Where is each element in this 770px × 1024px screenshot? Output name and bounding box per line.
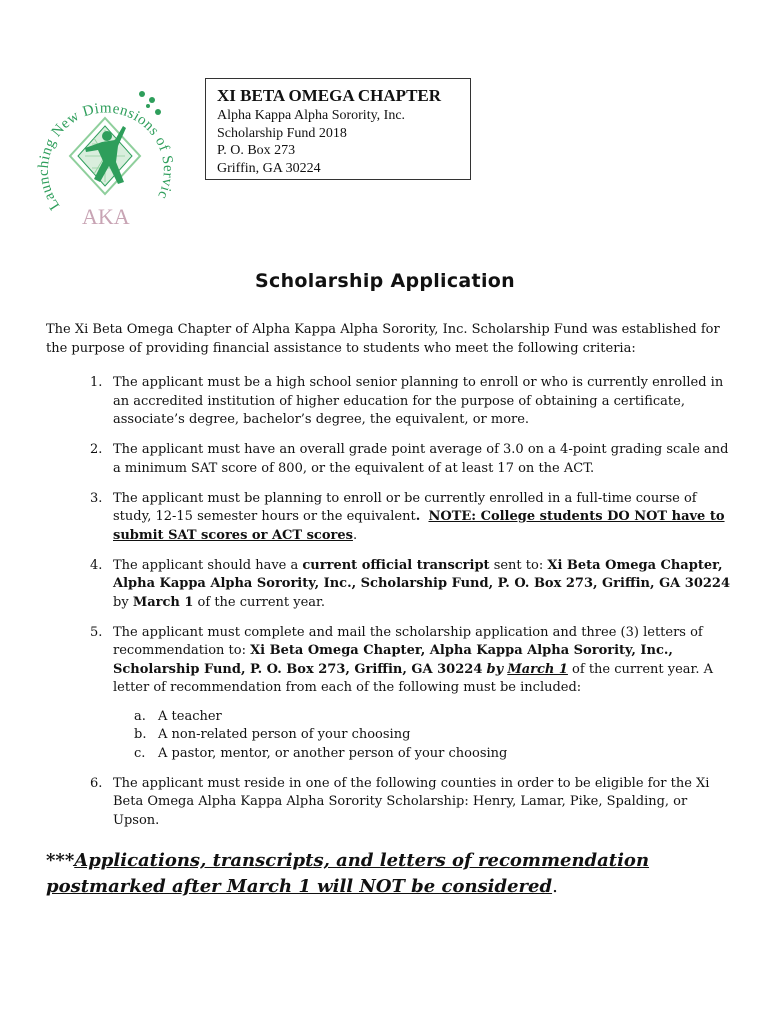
address-line-fund: Scholarship Fund 2018 bbox=[217, 125, 347, 141]
logo-arc-text: Launching New Dimensions of Servic bbox=[35, 100, 176, 213]
criterion-text: The applicant must reside in one of the following counties in order to be eligible for the Xi Beta Omega Alpha Kappa Alpha Sorority Scholarship: Henry, Lamar, Pike, Spalding, or Upson. bbox=[113, 775, 710, 828]
criterion-text: The applicant must complete and mail the scholarship application and three (3) letters of recommendation to: bbox=[113, 624, 703, 658]
criterion-period: . bbox=[415, 509, 421, 524]
mailing-address: Xi Beta Omega Chapter, Alpha Kappa Alpha Sorority, Inc., Scholarship Fund, P. O. Box 273, Griffin, GA 30224 bbox=[113, 557, 731, 591]
deadline-by: by bbox=[486, 661, 504, 677]
address-box bbox=[205, 78, 471, 180]
deadline-date: March 1 bbox=[132, 594, 194, 610]
deadline-warning bbox=[46, 848, 736, 900]
criterion-2 bbox=[46, 441, 736, 478]
criterion-number: 2. bbox=[90, 442, 103, 457]
warning-end: . bbox=[552, 876, 558, 897]
logo-initials: AKA bbox=[82, 204, 130, 229]
recommendation-item bbox=[113, 708, 736, 727]
criterion-text: The applicant must be planning to enroll or be currently enrolled in a full-time course of study, 12-15 semester hours or the equivalent bbox=[113, 490, 697, 524]
criterion-text: of the current year. A letter of recommendation from each of the following must be included: bbox=[113, 661, 713, 695]
item-letter: a. bbox=[134, 708, 146, 724]
criterion-text: The applicant should have a bbox=[113, 557, 303, 573]
criterion-text: The applicant must have an overall grade point average of 3.0 on a 4-point grading scale and a minimum SAT score of 800, or the equivalent of at least 17 on the ACT. bbox=[113, 442, 729, 476]
address-line-city: Griffin, GA 30224 bbox=[217, 160, 321, 176]
transcript-requirement: current official transcript bbox=[302, 557, 490, 573]
item-letter: b. bbox=[134, 727, 147, 742]
criterion-text: sent to: bbox=[489, 557, 548, 573]
criterion-6 bbox=[46, 775, 736, 831]
criterion-end: . bbox=[352, 527, 358, 543]
criterion-text: by bbox=[113, 594, 133, 610]
intro-paragraph: The Xi Beta Omega Chapter of Alpha Kappa Alpha Sorority, Inc. Scholarship Fund was established for the purpose of providing financial assistance to students who meet the following criteria: bbox=[46, 322, 720, 356]
item-text: A teacher bbox=[158, 708, 222, 724]
criterion-number: 1. bbox=[90, 375, 103, 390]
recommendation-item bbox=[113, 726, 736, 745]
criterion-1 bbox=[46, 374, 736, 430]
logo-emblem-icon bbox=[30, 78, 180, 230]
chapter-name: XI BETA OMEGA CHAPTER bbox=[217, 86, 442, 105]
criterion-number: 5. bbox=[90, 624, 103, 640]
criterion-number: 6. bbox=[90, 775, 103, 791]
address-line-org: Alpha Kappa Alpha Sorority, Inc. bbox=[217, 108, 406, 123]
criteria-list bbox=[46, 374, 736, 842]
warning-text: Applications, transcripts, and letters of recommendation postmarked after March 1 will NOT be considered bbox=[46, 850, 650, 897]
item-text: A non-related person of your choosing bbox=[158, 727, 411, 742]
criterion-text: The applicant must be a high school senior planning to enroll or who is currently enrolled in an accredited institution of higher education for the purpose of obtaining a certificate, associate’s degree, bachelor’s degree, the equivalent, or more. bbox=[113, 375, 724, 427]
criterion-text: of the current year. bbox=[193, 594, 325, 610]
chapter-logo bbox=[30, 78, 180, 230]
college-note: NOTE: College students DO NOT have to submit SAT scores or ACT scores bbox=[113, 509, 725, 543]
deadline-date: March 1 bbox=[507, 661, 568, 677]
recommendation-item bbox=[113, 745, 736, 764]
mailing-address: Xi Beta Omega Chapter, Alpha Kappa Alpha Sorority, Inc., Scholarship Fund, P. O. Box 273, Griffin, GA 30224 bbox=[113, 643, 673, 677]
criterion-5 bbox=[46, 624, 736, 764]
address-line-box: P. O. Box 273 bbox=[217, 143, 296, 158]
criterion-4 bbox=[46, 557, 736, 613]
item-text: A pastor, mentor, or another person of your choosing bbox=[158, 745, 508, 761]
item-letter: c. bbox=[134, 745, 146, 761]
criterion-3 bbox=[46, 490, 736, 546]
recommendation-list bbox=[113, 708, 736, 764]
page-title: Scholarship Application bbox=[255, 270, 515, 292]
warning-stars: *** bbox=[46, 850, 75, 871]
criterion-number: 4. bbox=[90, 557, 103, 573]
criterion-number: 3. bbox=[90, 490, 103, 506]
